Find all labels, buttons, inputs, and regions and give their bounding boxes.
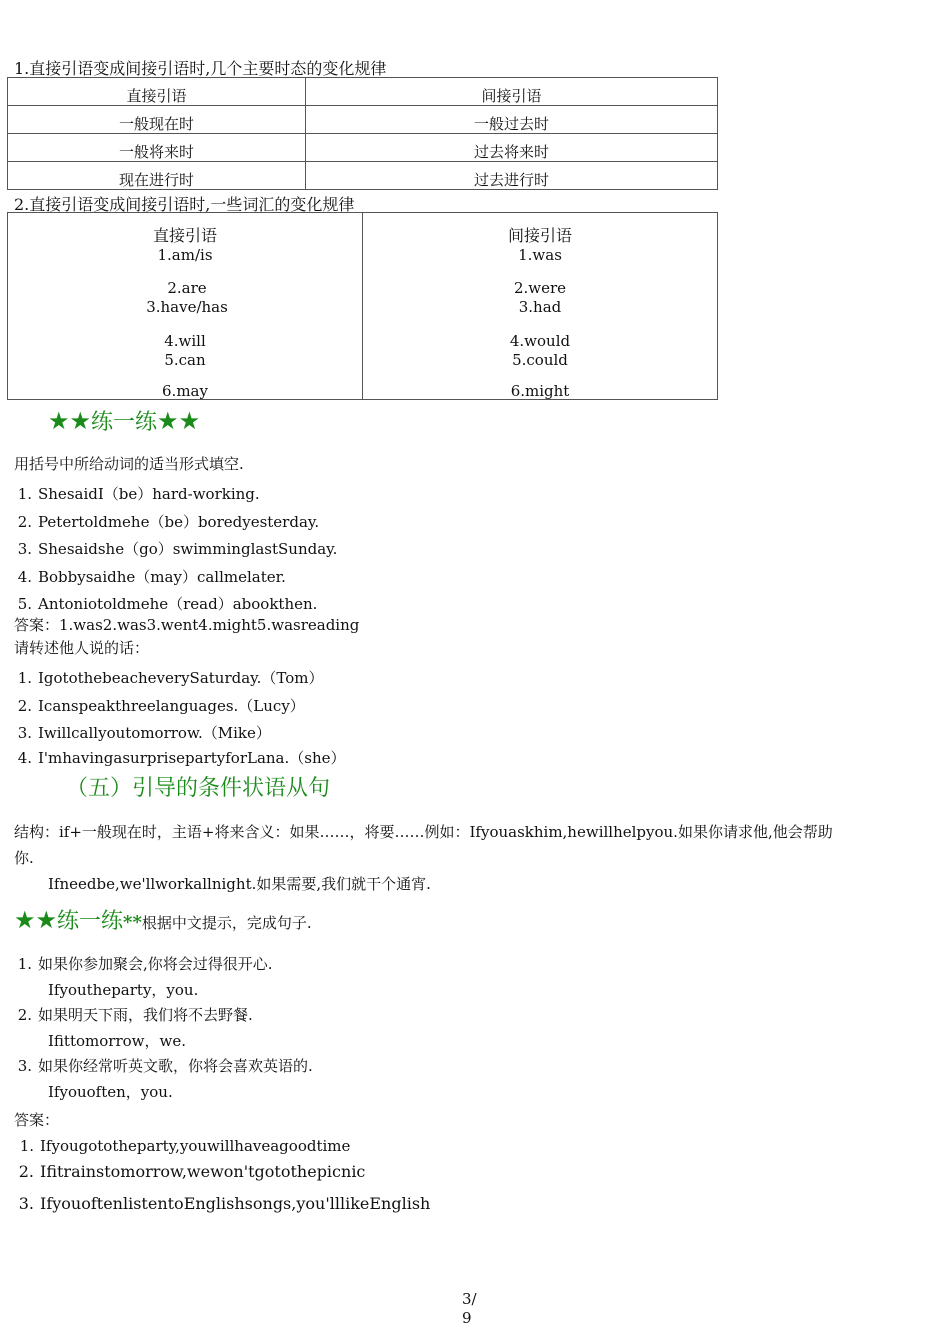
star-icon: ★★ — [157, 407, 201, 435]
item-text: Shesaidshe（go）swimminglastSunday. — [38, 540, 338, 558]
item-text: 如果你经常听英文歌，你将会喜欢英语的. — [38, 1057, 313, 1075]
fill-in-sentence: Ifittomorrow，we. — [48, 1032, 186, 1050]
item-number: 1. — [19, 1137, 34, 1155]
list-item: 1.am/is — [157, 246, 213, 264]
item-number: 3. — [17, 540, 32, 558]
table-row — [8, 106, 718, 134]
list-item — [8, 953, 313, 979]
practice2-instruction: 根据中文提示，完成句子. — [141, 914, 312, 932]
practice2-heading — [14, 905, 312, 938]
item-number: 1. — [17, 485, 32, 503]
practice1-answer: 答案：1.was2.was3.went4.might5.wasreading — [14, 616, 360, 634]
answer-list — [10, 1137, 430, 1216]
table-row — [8, 213, 718, 400]
asterisk-icon: ** — [123, 912, 142, 933]
list-item: 5.could — [512, 351, 568, 369]
tense-table — [7, 77, 718, 190]
list-item: 4.would — [509, 332, 571, 350]
practice2-answer-label: 答案： — [14, 1111, 60, 1129]
list-item: 1.was — [518, 246, 562, 264]
table-row — [8, 78, 718, 106]
item-text: Ifyougototheparty,youwillhaveagoodtime — [40, 1137, 351, 1155]
example-sentence: Ifneedbe,we'llworkallnight.如果需要,我们就干个通宵. — [48, 875, 431, 893]
item-text: Icanspeakthreelanguages.（Lucy） — [38, 696, 305, 715]
practice1-instruction2: 请转述他人说的话： — [14, 639, 150, 657]
list-item: 2.were — [513, 279, 567, 297]
star-icon: ★★ — [14, 906, 58, 934]
page-number-bottom: 9 — [462, 1309, 472, 1327]
item-text: IfyouoftenlistentoEnglishsongs,you'lllikeEnglish — [40, 1194, 431, 1213]
structure-line-continued: 你. — [14, 849, 34, 867]
item-number: 2. — [17, 1006, 32, 1024]
item-number: 2. — [18, 1162, 34, 1181]
table-cell: 一般现在时 — [8, 106, 306, 134]
page-number — [462, 1290, 492, 1328]
item-number: 3. — [18, 1194, 34, 1213]
structure-line: 结构：if+一般现在时，主语+将来含义：如果……，将要……例如：Ifyouaskhim,hewillhelpyou.如果你请求他,他会帮助 — [14, 823, 833, 841]
list-item — [8, 1004, 313, 1030]
list-item — [8, 722, 346, 747]
list-item — [8, 695, 346, 723]
item-text: Ifitrainstomorrow,wewon'tgotothepicnic — [40, 1162, 366, 1181]
item-text: 如果你参加聚会,你将会过得很开心. — [38, 955, 273, 973]
list-item — [8, 593, 337, 613]
item-number: 1. — [17, 669, 32, 687]
section5-title: （五）引导的条件状语从句 — [66, 776, 331, 801]
fill-in-sentence: Ifyouoften，you. — [48, 1083, 173, 1101]
exercise-list-2 — [8, 667, 346, 767]
translation-exercises — [8, 953, 313, 1106]
list-item: 3.have/has — [146, 298, 228, 316]
table-row — [8, 134, 718, 162]
item-text: I'mhavingasurprisepartyforLana.（she） — [38, 749, 346, 767]
table-header-direct: 直接引语 — [8, 78, 306, 106]
practice1-heading — [48, 405, 200, 440]
list-item — [10, 1162, 430, 1194]
item-text: 如果明天下雨，我们将不去野餐. — [38, 1006, 253, 1024]
list-item — [10, 1194, 430, 1216]
list-item: 6.may — [162, 382, 208, 400]
table-header-direct: 直接引语 — [152, 226, 217, 245]
list-item — [8, 511, 337, 539]
table-column-direct — [8, 213, 363, 400]
section2-title: 2.直接引语变成间接引语时,一些词汇的变化规律 — [14, 195, 355, 214]
list-item — [8, 483, 337, 511]
practice2-title: 练一练 — [57, 909, 124, 934]
list-item: 3.had — [518, 298, 562, 316]
item-number: 4. — [17, 749, 32, 767]
table-header-indirect: 间接引语 — [306, 78, 718, 106]
item-number: 3. — [17, 1057, 32, 1075]
item-text: ShesaidI（be）hard-working. — [38, 485, 260, 503]
list-item — [10, 1137, 430, 1162]
item-number: 5. — [17, 595, 32, 613]
page-number-top: 3/ — [462, 1290, 477, 1308]
fill-in-sentence: Ifyoutheparty，you. — [48, 981, 199, 999]
item-text: Iwillcallyoutomorrow.（Mike） — [38, 724, 271, 742]
table-cell: 现在进行时 — [8, 162, 306, 190]
table-cell: 一般将来时 — [8, 134, 306, 162]
star-icon: ★★ — [48, 407, 92, 435]
section1-title: 1.直接引语变成间接引语时,几个主要时态的变化规律 — [14, 59, 387, 78]
item-number: 1. — [17, 955, 32, 973]
table-cell: 过去进行时 — [306, 162, 718, 190]
item-text: Antoniotoldmehe（read）abookthen. — [38, 595, 318, 613]
item-number: 4. — [17, 567, 32, 586]
list-item — [8, 1055, 313, 1081]
item-number: 2. — [17, 696, 32, 715]
table-row — [8, 162, 718, 190]
practice1-title: 练一练 — [91, 410, 158, 435]
list-item: 4.will — [164, 332, 206, 350]
list-item — [8, 538, 337, 566]
table-cell: 一般过去时 — [306, 106, 718, 134]
practice1-instruction: 用括号中所给动词的适当形式填空. — [14, 455, 244, 473]
list-item: 2.are — [167, 279, 207, 297]
table-cell: 过去将来时 — [306, 134, 718, 162]
item-text: Bobbysaidhe（may）callmelater. — [38, 567, 286, 586]
list-item — [8, 566, 337, 594]
table-header-indirect: 间接引语 — [507, 226, 572, 245]
list-item — [8, 667, 346, 695]
item-number: 2. — [17, 512, 32, 531]
exercise-list — [8, 483, 337, 613]
list-item — [8, 747, 346, 767]
item-text: Petertoldmehe（be）boredyesterday. — [38, 512, 320, 531]
item-text: IgotothebeacheverySaturday.（Tom） — [38, 669, 324, 687]
list-item: 6.might — [510, 382, 570, 400]
item-number: 3. — [17, 724, 32, 742]
vocabulary-table — [7, 212, 718, 400]
list-item: 5.can — [164, 351, 206, 369]
table-column-indirect — [363, 213, 718, 400]
